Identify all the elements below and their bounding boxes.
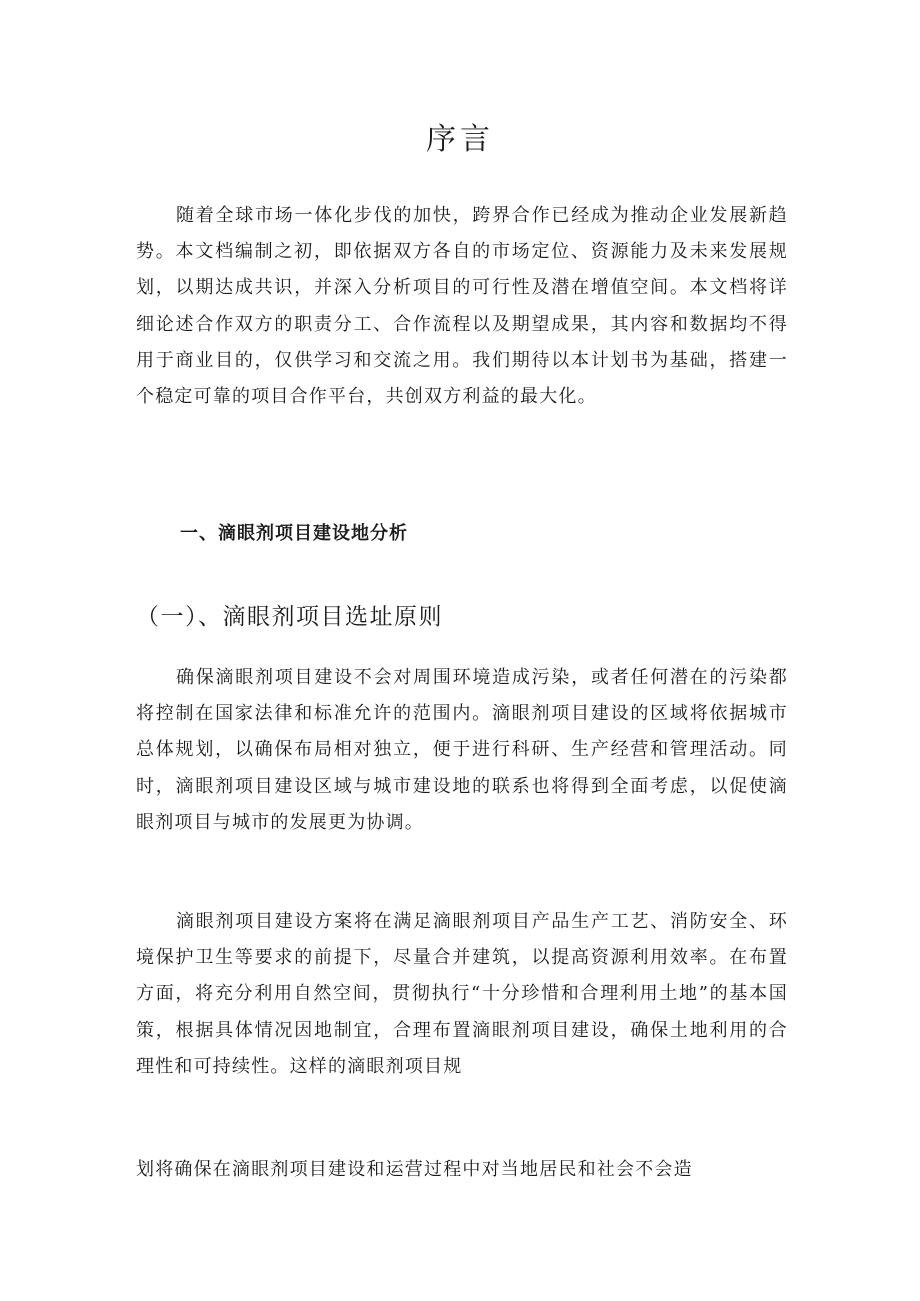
body-paragraph-2: 滴眼剂项目建设方案将在满足滴眼剂项目产品生产工艺、消防安全、环境保护卫生等要求的前提下，尽量合并建筑，以提高资源利用效率。在布置方面，将充分利用自然空间，贯彻执行“十分珍惜和合理利用土地”的基本国策，根据具体情况因地制宜，合理布置滴眼剂项目建设，确保土地利用的合理性和可持续性。这样的滴眼剂项目规 xyxy=(136,911,788,1077)
body-paragraph-1: 确保滴眼剂项目建设不会对周围环境造成污染，或者任何潜在的污染都将控制在国家法律和标准允许的范围内。滴眼剂项目建设的区域将依据城市总体规划，以确保布局相对独立，便于进行科研、生产经营和管理活动。同时，滴眼剂项目建设区域与城市建设地的联系也将得到全面考虑，以促使滴眼剂项目与城市的发展更为协调。 xyxy=(136,667,788,833)
body-paragraph-3: 划将确保在滴眼剂项目建设和运营过程中对当地居民和社会不会造 xyxy=(136,1159,693,1180)
preface-paragraph: 随着全球市场一体化步伐的加快，跨界合作已经成为推动企业发展新趋势。本文档编制之初，即依据双方各自的市场定位、资源能力及未来发展规划，以期达成共识，并深入分析项目的可行性及潜在增值空间。本文档将详细论述合作双方的职责分工、合作流程以及期望成果，其内容和数据均不得用于商业目的，仅供学习和交流之用。我们期待以本计划书为基础，搭建一个稳定可靠的项目合作平台，共创双方利益的最大化。 xyxy=(136,205,788,408)
subsection-heading: （一）、滴眼剂项目选址原则 xyxy=(136,604,443,630)
page-title: 序言 xyxy=(426,122,494,157)
section-heading: 一、滴眼剂项目建设地分析 xyxy=(180,523,408,544)
